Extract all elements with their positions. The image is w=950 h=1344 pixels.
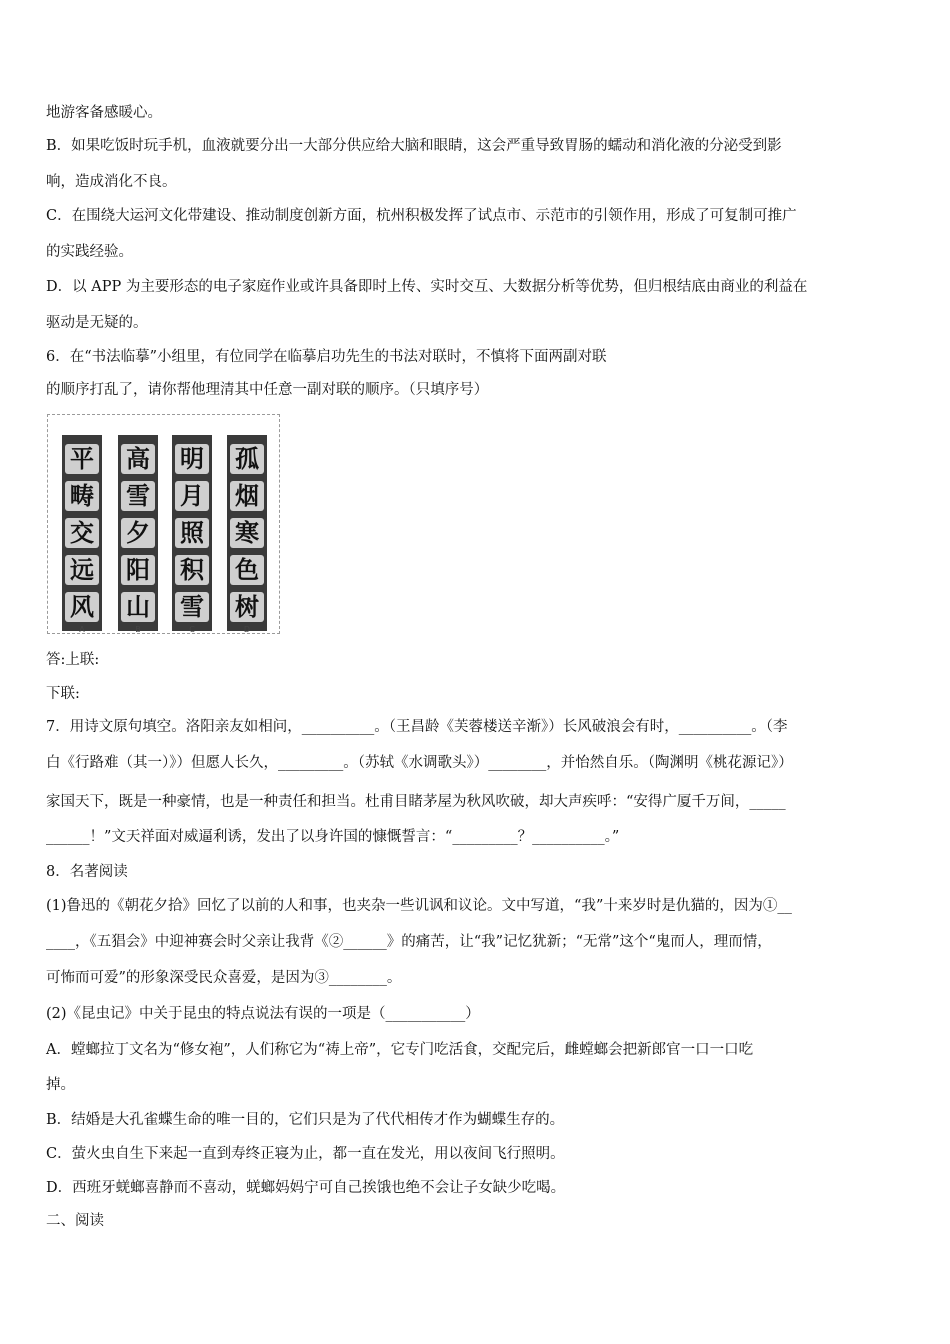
calligraphy-char: 寒 — [230, 518, 264, 548]
couplet-calligraphy-figure — [47, 414, 280, 634]
couplet-strip-b — [118, 435, 158, 631]
section-heading: 二、阅读 — [46, 1213, 104, 1229]
calligraphy-char: 远 — [65, 555, 99, 585]
question-7-line: ______！”文天祥面对威逼利诱，发出了以身许国的慷慨誓言：“_________？__________。” — [46, 829, 620, 845]
calligraphy-char: 阳 — [121, 555, 155, 585]
calligraphy-char: 畴 — [65, 481, 99, 511]
text-line: 驱动是无疑的。 — [46, 315, 148, 331]
calligraphy-char: 孤 — [230, 444, 264, 474]
calligraphy-char: 明 — [175, 444, 209, 474]
question-6-line: 6．在“书法临摹”小组里，有位同学在临摹启功先生的书法对联时，不慎将下面两副对联 — [46, 349, 607, 365]
couplet-strip-c — [172, 435, 212, 631]
calligraphy-char: 山 — [121, 592, 155, 622]
question-8-1-line: ____，《五猖会》中迎神赛会时父亲让我背《②______》的痛苦，让“我”记忆犹新；“无常”这个“鬼而人，理而情， — [46, 934, 772, 950]
option-d-line: D．西班牙蜣螂喜静而不喜动，蜣螂妈妈宁可自己挨饿也绝不会让子女缺少吃喝。 — [46, 1180, 566, 1196]
calligraphy-char: 平 — [65, 444, 99, 474]
answer-lower-line: 下联: — [46, 686, 80, 702]
strip-label: C — [189, 625, 195, 634]
question-8-2-line: (2)《昆虫记》中关于昆虫的特点说法有误的一项是（___________） — [46, 1006, 480, 1022]
text-line: 响，造成消化不良。 — [46, 174, 177, 190]
strip-label: A — [79, 625, 85, 634]
calligraphy-char: 照 — [175, 518, 209, 548]
option-c-line: C．在围绕大运河文化带建设、推动制度创新方面，杭州积极发挥了试点市、示范市的引领作用，形成了可复制可推广 — [46, 208, 797, 224]
answer-upper-line: 答:上联: — [46, 652, 100, 668]
option-c-line: C．萤火虫自生下来起一直到寿终正寝为止，都一直在发光，用以夜间飞行照明。 — [46, 1146, 565, 1162]
calligraphy-char: 雪 — [121, 481, 155, 511]
option-b-line: B．结婚是大孔雀蝶生命的唯一目的，它们只是为了代代相传才作为蝴蝶生存的。 — [46, 1112, 565, 1128]
calligraphy-char: 月 — [175, 481, 209, 511]
option-b-line: B．如果吃饭时玩手机，血液就要分出一大部分供应给大脑和眼睛，这会严重导致胃肠的蠕动和消化液的分泌受到影 — [46, 138, 782, 154]
question-7-line: 家国天下，既是一种豪情，也是一种责任和担当。杜甫目睹茅屋为秋风吹破，却大声疾呼：“安得广厦千万间，_____ — [46, 794, 786, 810]
couplet-strip-d — [227, 435, 267, 631]
calligraphy-char: 积 — [175, 555, 209, 585]
question-7-line: 白《行路难（其一）》）但愿人长久，_________。（苏轼《水调歌头》）________，并怡然自乐。（陶渊明《桃花源记》） — [46, 755, 793, 771]
option-d-line: D．以 APP 为主要形态的电子家庭作业或许具备即时上传、实时交互、大数据分析等优势，但归根结底由商业的利益在 — [46, 279, 808, 295]
question-6-line: 的顺序打乱了，请你帮他理清其中任意一副对联的顺序。（只填序号） — [46, 382, 489, 398]
question-8-1-line: (1)鲁迅的《朝花夕拾》回忆了以前的人和事，也夹杂一些讥讽和议论。文中写道，“我”十来岁时是仇猫的，因为①__ — [46, 898, 792, 914]
option-a-line: A．螳螂拉丁文名为“修女袍”，人们称它为“祷上帝”，它专门吃活食，交配完后，雌螳螂会把新郎官一口一口吃 — [46, 1042, 754, 1058]
calligraphy-char: 高 — [121, 444, 155, 474]
text-line: 的实践经验。 — [46, 244, 133, 260]
calligraphy-char: 风 — [65, 592, 99, 622]
calligraphy-char: 夕 — [121, 518, 155, 548]
question-8-1-line: 可怖而可爱”的形象深受民众喜爱，是因为③________。 — [46, 970, 402, 986]
calligraphy-char: 雪 — [175, 592, 209, 622]
calligraphy-char: 色 — [230, 555, 264, 585]
couplet-strip-a — [62, 435, 102, 631]
calligraphy-char: 烟 — [230, 481, 264, 511]
question-8-heading: 8．名著阅读 — [46, 864, 128, 880]
text-line: 地游客备感暖心。 — [46, 105, 162, 121]
strip-label: D — [243, 625, 251, 634]
strip-label: B — [135, 625, 141, 634]
question-7-line: 7．用诗文原句填空。洛阳亲友如相问，__________。（王昌龄《芙蓉楼送辛渐》）长风破浪会有时，__________。（李 — [46, 719, 788, 735]
calligraphy-char: 交 — [65, 518, 99, 548]
text-line: 掉。 — [46, 1077, 75, 1093]
calligraphy-char: 树 — [230, 592, 264, 622]
